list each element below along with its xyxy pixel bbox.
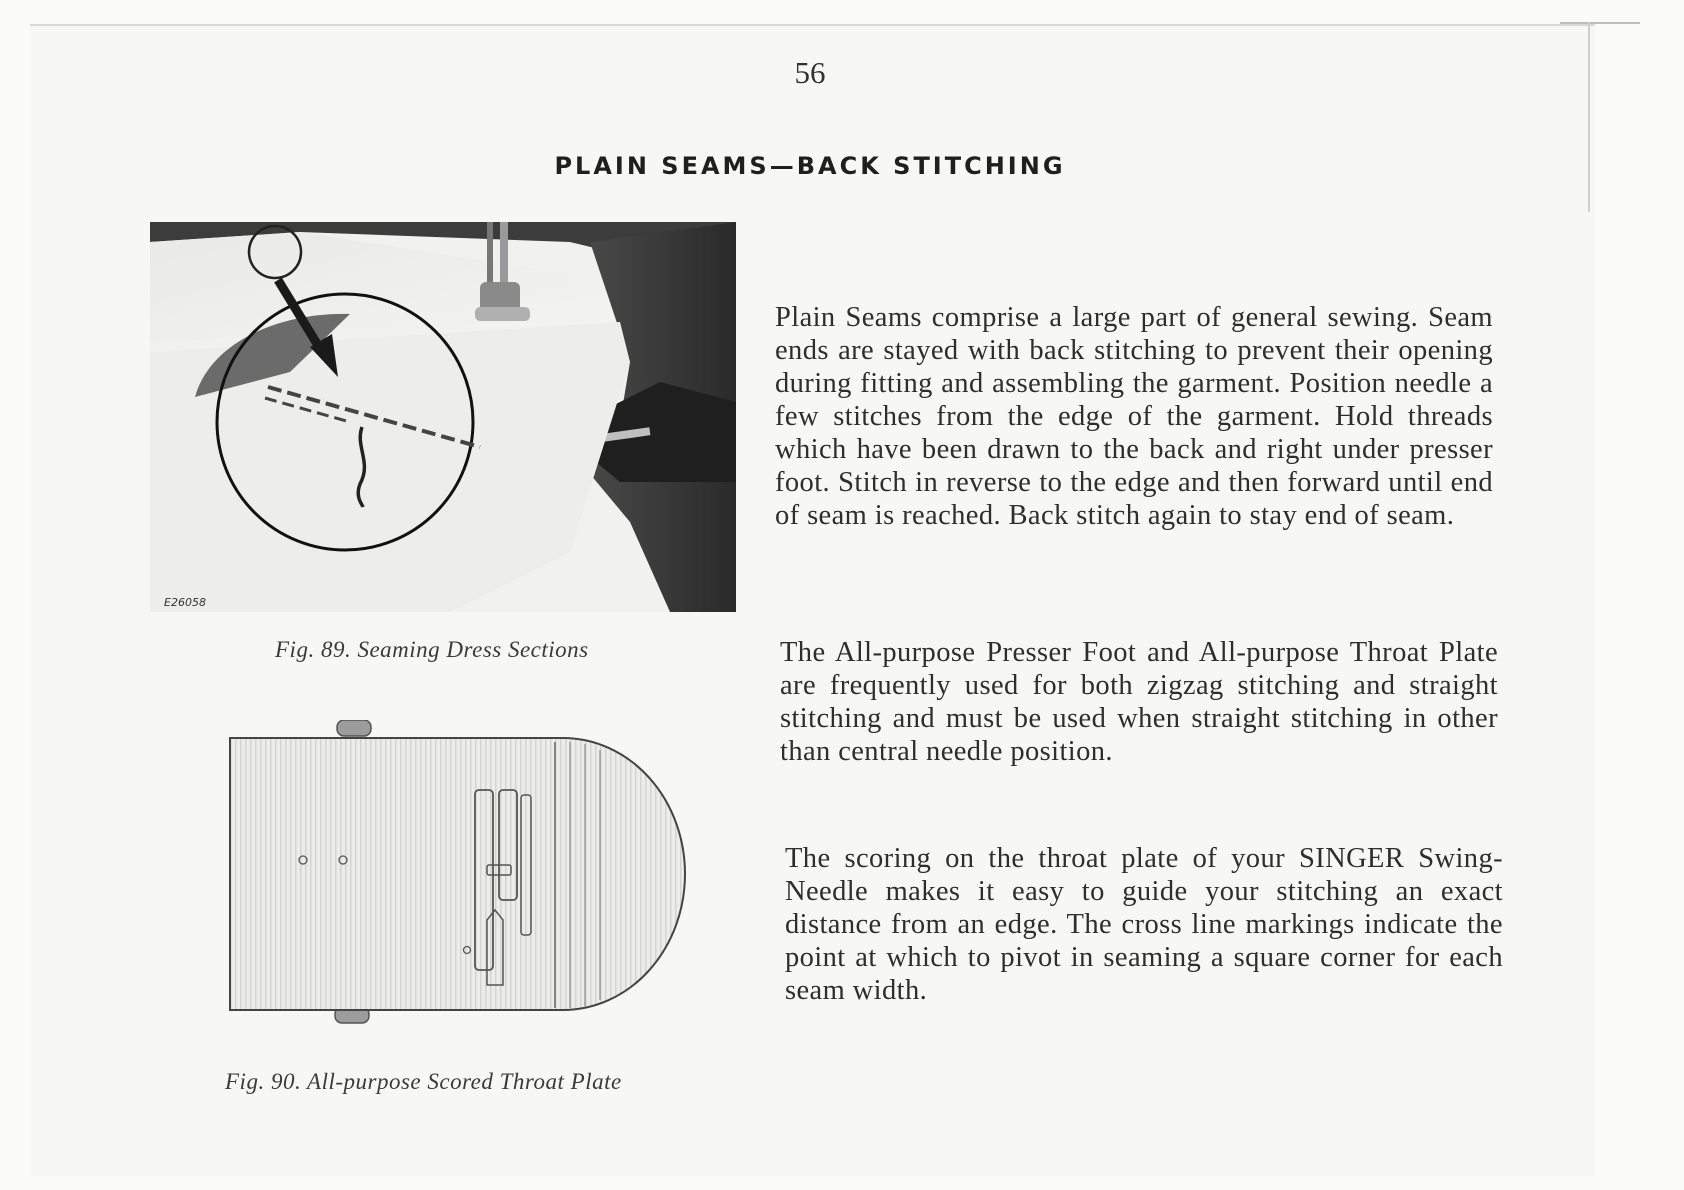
page-edge-shadow [1588, 22, 1590, 212]
paragraph-throat-plate-scoring: The scoring on the throat plate of your SINGER Swing-Needle makes it easy to guide your stitching an exact distance from an edge. The cross line markings indicate the point at which to pivot in seaming a square corner for each seam width. [785, 843, 1503, 1006]
figure-90-throat-plate [225, 720, 705, 1030]
paragraph-plain-seams: Plain Seams comprise a large part of general sewing. Seam ends are stayed with back stitching to prevent their opening during fitting and assembling the garment. Position needle a few stitches from the edge of the garment. Hold threads which have been drawn to the back and right under presser foot. Stitch in reverse to the edge and then forward until end of seam is reached. Back stitch again to stay end of seam. [775, 302, 1493, 531]
page-number: 56 [794, 55, 826, 90]
page-title: PLAIN SEAMS—BACK STITCHING [554, 152, 1066, 180]
paragraph-all-purpose-foot: The All-purpose Presser Foot and All-purpose Throat Plate are frequently used for both zigzag stitching and straight stitching and must be used when straight stitching in other than central needle position. [780, 637, 1498, 767]
page-edge-line [1560, 22, 1640, 24]
figure-89-caption: Fig. 89. Seaming Dress Sections [275, 637, 589, 662]
figure-90-caption: Fig. 90. All-purpose Scored Throat Plate [225, 1069, 622, 1094]
figure-89-seaming-photo [150, 222, 736, 612]
figure-89-code: E26058 [164, 596, 206, 609]
